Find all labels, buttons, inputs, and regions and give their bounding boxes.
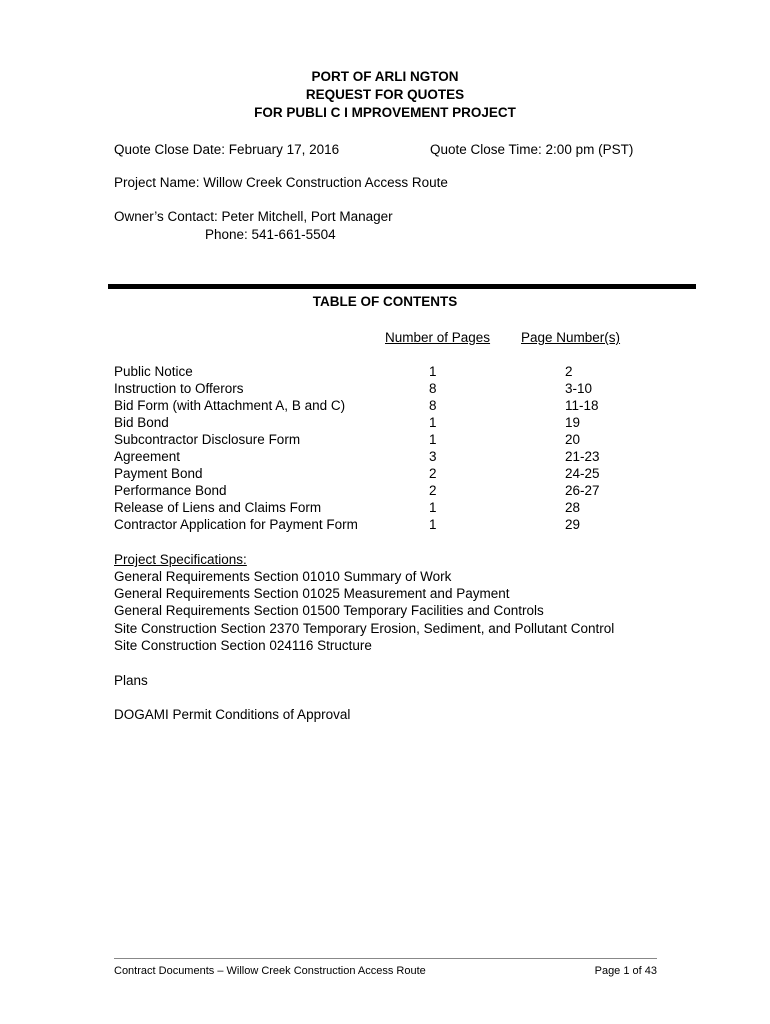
spec-item: General Requirements Section 01025 Measurement and Payment [114, 586, 510, 601]
specs-heading: Project Specifications: [114, 552, 247, 567]
toc-row-name: Performance Bond [114, 483, 227, 498]
toc-row-name: Instruction to Offerors [114, 381, 244, 396]
toc-row [0, 398, 770, 415]
toc-row-pages: 1 [429, 500, 437, 515]
toc-row [0, 415, 770, 432]
toc-row-name: Subcontractor Disclosure Form [114, 432, 301, 447]
toc-row [0, 381, 770, 398]
toc-row-pages: 1 [429, 432, 437, 447]
header-line-3: FOR PUBLI C I MPROVEMENT PROJECT [254, 105, 516, 120]
toc-row-name: Bid Bond [114, 415, 169, 430]
toc-row-page-numbers: 11-18 [565, 398, 599, 413]
toc-row-pages: 2 [429, 483, 437, 498]
spec-item: General Requirements Section 01500 Temporary Facilities and Controls [114, 603, 544, 618]
header-line-1: PORT OF ARLI NGTON [311, 69, 459, 84]
footer-page-number: Page 1 of 43 [594, 965, 657, 977]
spec-item: Site Construction Section 2370 Temporary Erosion, Sediment, and Pollutant Control [114, 621, 615, 636]
quote-close-date: Quote Close Date: February 17, 2016 [114, 142, 340, 157]
project-name: Project Name: Willow Creek Construction Access Route [114, 175, 448, 190]
dogami-label: DOGAMI Permit Conditions of Approval [114, 707, 351, 722]
toc-row-name: Payment Bond [114, 466, 203, 481]
footer-divider [114, 958, 657, 959]
toc-row-page-numbers: 2 [565, 364, 573, 379]
toc-col-page-numbers: Page Number(s) [521, 330, 621, 345]
section-divider [108, 284, 696, 289]
spec-item: General Requirements Section 01010 Summary of Work [114, 569, 452, 584]
header-line-2: REQUEST FOR QUOTES [305, 87, 465, 102]
toc-col-pages: Number of Pages [385, 330, 491, 345]
toc-row-page-numbers: 20 [565, 432, 581, 447]
toc-row-page-numbers: 24-25 [565, 466, 600, 481]
toc-row-page-numbers: 28 [565, 500, 581, 515]
toc-row [0, 432, 770, 449]
toc-row-name: Contractor Application for Payment Form [114, 517, 358, 532]
owner-phone: Phone: 541-661-5504 [205, 227, 336, 242]
toc-row-pages: 1 [429, 364, 437, 379]
toc-row [0, 517, 770, 534]
toc-row-name: Release of Liens and Claims Form [114, 500, 322, 515]
toc-row-page-numbers: 26-27 [565, 483, 600, 498]
toc-row-page-numbers: 19 [565, 415, 581, 430]
toc-row-pages: 1 [429, 517, 437, 532]
spec-item: Site Construction Section 024116 Structure [114, 638, 372, 653]
toc-title: TABLE OF CONTENTS [312, 294, 458, 309]
toc-row-pages: 1 [429, 415, 437, 430]
toc-row-name: Public Notice [114, 364, 193, 379]
toc-row [0, 364, 770, 381]
toc-row [0, 500, 770, 517]
quote-close-time: Quote Close Time: 2:00 pm (PST) [430, 142, 634, 157]
owner-contact: Owner’s Contact: Peter Mitchell, Port Manager [114, 209, 393, 224]
toc-row-pages: 3 [429, 449, 437, 464]
footer-document-title: Contract Documents – Willow Creek Construction Access Route [114, 965, 426, 977]
toc-row-pages: 2 [429, 466, 437, 481]
plans-label: Plans [114, 673, 148, 688]
toc-row [0, 483, 770, 500]
toc-row [0, 466, 770, 483]
toc-row-pages: 8 [429, 398, 437, 413]
toc-row-page-numbers: 29 [565, 517, 581, 532]
toc-row-name: Agreement [114, 449, 181, 464]
toc-row-pages: 8 [429, 381, 437, 396]
toc-row-page-numbers: 3-10 [565, 381, 593, 396]
toc-row-page-numbers: 21-23 [565, 449, 600, 464]
toc-row [0, 449, 770, 466]
toc-row-name: Bid Form (with Attachment A, B and C) [114, 398, 346, 413]
